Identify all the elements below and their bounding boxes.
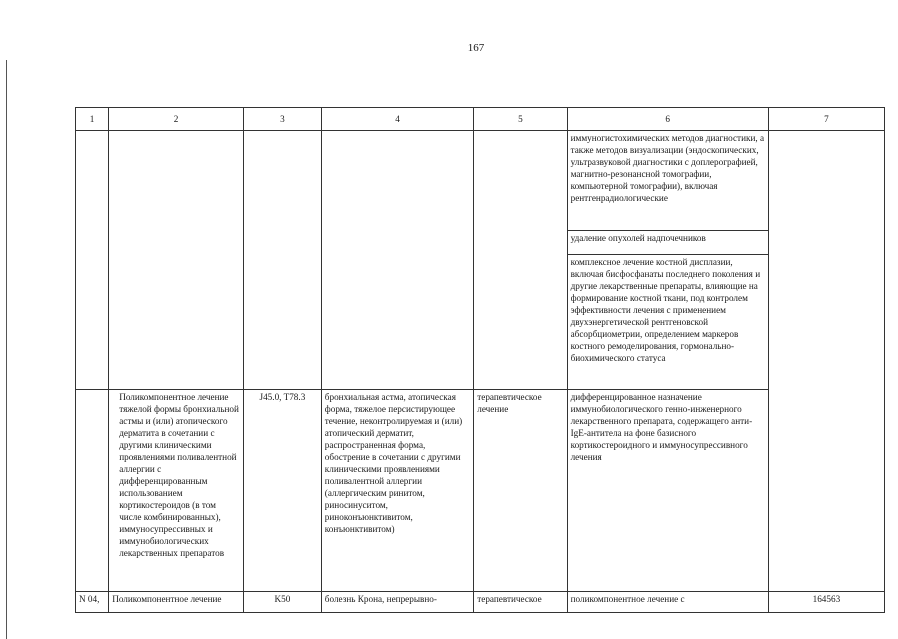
column-header-7: 7 xyxy=(768,108,884,131)
method-cell: иммуногистохимических методов диагностики, а также методов визуализации (эндоскопических, ультразвуковой диагностики с доплерографией, магнитно-резонансной томографии, компьютерной томографии), включая рентгенрадиологические xyxy=(567,131,768,231)
column-header-6: 6 xyxy=(567,108,768,131)
table-header-row xyxy=(76,108,885,131)
method-cell: поликомпонентное лечение с xyxy=(567,592,768,613)
cost-cell: 164563 xyxy=(768,592,884,613)
number-cell: N 04, xyxy=(76,592,109,613)
cost-cell xyxy=(768,131,884,592)
diagnosis-cell xyxy=(321,131,473,390)
codes-cell: J45.0, T78.3 xyxy=(244,390,322,592)
number-cell xyxy=(76,131,109,390)
column-header-2: 2 xyxy=(109,108,244,131)
number-cell xyxy=(76,390,109,592)
name-cell: Поликомпонентное лечение тяжелой формы бронхиальной астмы и (или) атопического дерматита в сочетании с другими клиническими проявлениями поливалентной аллергии с дифференцированным использованием кортикостероидов (в том числе комбинированных), иммуносупрессивных и иммунобиологических лекарственных препаратов xyxy=(109,390,244,592)
page-edge-line xyxy=(6,60,7,639)
name-cell xyxy=(109,131,244,390)
treatment-type-cell xyxy=(474,131,567,390)
treatment-type-cell: терапевтическое лечение xyxy=(474,390,567,592)
method-cell: дифференцированное назначение иммунобиологического генно-инженерного лекарственного препарата, содержащего анти-IgE-антитела на фоне базисного кортикостероидного и иммуносупрессивного лечения xyxy=(567,390,768,592)
diagnosis-cell: бронхиальная астма, атопическая форма, тяжелое персистирующее течение, неконтролируемая и (или) атопический дерматит, распространенная форма, обострение в сочетании с другими клиническими проявлениями поливалентной аллергии (аллергическим ринитом, риносинуситом, риноконъюнктивитом, конъюнктивитом) xyxy=(321,390,473,592)
treatment-type-cell: терапевтическое xyxy=(474,592,567,613)
medical-care-table xyxy=(75,107,885,613)
table-row xyxy=(76,390,885,592)
name-cell: Поликомпонентное лечение xyxy=(109,592,244,613)
diagnosis-cell: болезнь Крона, непрерывно- xyxy=(321,592,473,613)
method-cell: комплексное лечение костной дисплазии, включая бисфосфанаты последнего поколения и другие лекарственные препараты, влияющие на формирование костной ткани, под контролем эффективности лечения с применением двухэнергетической рентгеновской абсорбциометрии, определением маркеров костного ремоделирования, гормонально-биохимического статуса xyxy=(567,255,768,390)
method-cell: удаление опухолей надпочечников xyxy=(567,231,768,255)
column-header-4: 4 xyxy=(321,108,473,131)
table-row xyxy=(76,131,885,231)
codes-cell xyxy=(244,131,322,390)
table-row xyxy=(76,592,885,613)
codes-cell: K50 xyxy=(244,592,322,613)
page-number: 167 xyxy=(467,42,485,54)
column-header-3: 3 xyxy=(244,108,322,131)
column-header-5: 5 xyxy=(474,108,567,131)
column-header-1: 1 xyxy=(76,108,109,131)
